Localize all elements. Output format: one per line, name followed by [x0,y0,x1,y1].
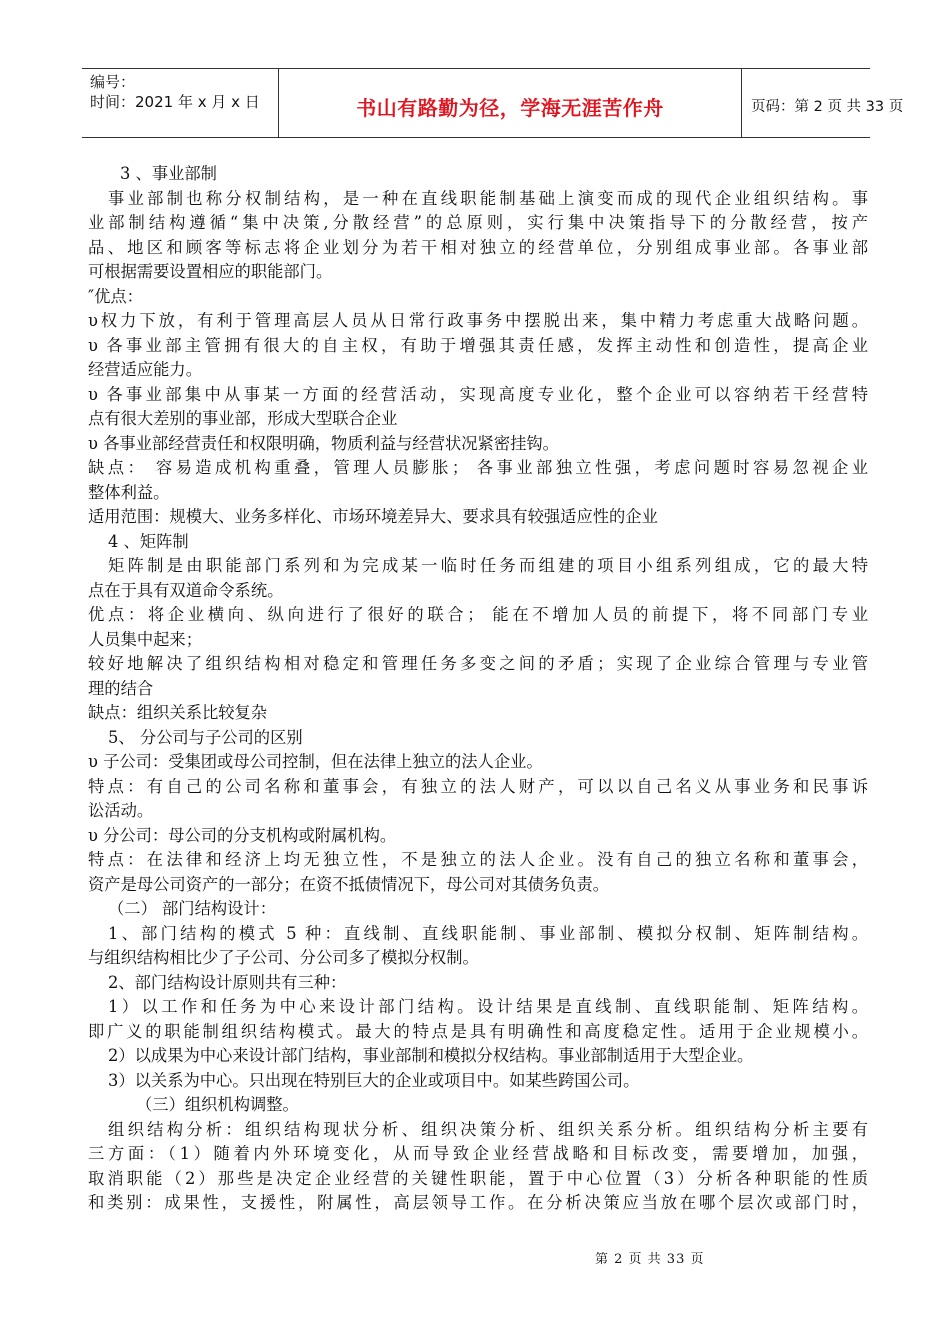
paragraph-line: 1）以工作和任务为中心来设计部门结构。设计结果是直线制、直线职能制、矩阵结构。 [108,997,868,1016]
paragraph-line: 矩阵制是由职能部门系列和为完成某一临时任务而组建的项目小组系列组成，它的最大特 [108,556,868,575]
section-heading: 3 、事业部制 [120,164,217,183]
page-footer: 第 2 页 共 33 页 [595,1252,705,1267]
paragraph-line: 缺点： 容易造成机构重叠，管理人员膨胀； 各事业部独立性强，考虑问题时容易忽视企业 [88,458,868,477]
paragraph-line: 经营适应能力。 [88,360,202,379]
page-header [82,68,904,138]
paragraph-line: 优点：将企业横向、纵向进行了很好的联合； 能在不增加人员的前提下，将不同部门专业 [88,605,868,624]
header-page-cell [741,69,904,137]
header-motto-cell [278,69,742,137]
bullet-item: υ 各事业部主管拥有很大的自主权，有助于增强其责任感，发挥主动性和创造性，提高企业 [88,335,868,355]
bullet-item: υ 子公司：受集团或母公司控制，但在法律上独立的法人企业。 [88,752,543,771]
paragraph-line: 三方面：（1）随着内外环境变化，从而导致企业经营战略和目标改变，需要增加，加强， [88,1144,868,1163]
paragraph-line: 取消职能（2）那些是决定企业经营的关键性职能，置于中心位置（3）分析各种职能的性质 [88,1168,868,1188]
section-heading: （二） 部门结构设计： [108,899,276,918]
paragraph-line: 资产是母公司资产的一部分；在资不抵债情况下，母公司对其债务负责。 [88,874,610,894]
paragraph-line: 与组织结构相比少了子公司、分公司多了模拟分权制。 [88,948,479,967]
paragraph-line: 3）以关系为中心。只出现在特别巨大的企业或项目中。如某些跨国公司。 [108,1070,640,1090]
section-heading: 4 、矩阵制 [108,531,189,551]
paragraph-line: 组织结构分析：组织结构现状分析、组织决策分析、组织关系分析。组织结构分析主要有 [108,1119,868,1139]
bullet-item: υ权力下放，有利于管理高层人员从日常行政事务中摆脱出来，集中精力考虑重大战略问题。 [88,311,868,330]
paragraph-line: 适用范围：规模大、业务多样化、市场环境差异大、要求具有较强适应性的企业 [88,507,658,526]
paragraph-line: 点有很大差别的事业部，形成大型联合企业 [88,409,398,428]
paragraph-line: 2）以成果为中心来设计部门结构，事业部制和模拟分权结构。事业部制适用于大型企业。 [108,1046,754,1065]
paragraph-line: 整体利益。 [88,482,170,502]
header-page-info: 页码：第 2 页 共 33 页 [751,99,904,115]
bullet-item: υ 各事业部集中从事某一方面的经营活动，实现高度专业化，整个企业可以容纳若干经营特 [88,384,868,404]
header-meta [82,69,278,137]
paragraph-line: 人员集中起来； [88,629,202,649]
paragraph-line: 缺点：组织关系比较复杂 [88,703,268,722]
section-heading: （三）组织机构调整。 [136,1095,299,1114]
bullet-item: υ 分公司：母公司的分支机构或附属机构。 [88,825,397,845]
paragraph-line: 1、部门结构的模式 5 种：直线制、直线职能制、事业部制、模拟分权制、矩阵制结构。 [108,923,868,943]
header-motto: 书山有路勤为径，学海无涯苦作舟 [356,96,664,120]
paragraph-line: 2、部门结构设计原则共有三种： [108,972,347,992]
paragraph-line: 理的结合 [88,678,154,698]
paragraph-line: 品、地区和顾客等标志将企业划分为若干相对独立的经营单位，分别组成事业部。各事业部 [88,237,868,257]
section-heading: 5、 分公司与子公司的区别 [108,727,303,747]
paragraph-line: 和类别：成果性，支援性，附属性，高层领导工作。在分析决策应当放在哪个层次或部门时， [88,1193,868,1212]
paragraph-line: 即广义的职能制组织结构模式。最大的特点是具有明确性和高度稳定性。适用于企业规模小。 [88,1021,868,1041]
date-label: 时间：2021 年 x 月 x 日 [90,93,260,111]
paragraph-line: 特点：有自己的公司名称和董事会，有独立的法人财产，可以以自己名义从事业务和民事诉 [88,776,868,796]
paragraph-line: 事业部制也称分权制结构，是一种在直线职能制基础上演变而成的现代企业组织结构。事 [108,188,868,208]
paragraph-line: 可根据需要设置相应的职能部门。 [88,262,333,281]
bullet-item: υ 各事业部经营责任和权限明确，物质利益与经营状况紧密挂钩。 [88,433,559,453]
paragraph-line: 讼活动。 [88,801,154,820]
paragraph-line: 特点：在法律和经济上均无独立性，不是独立的法人企业。没有自己的独立名称和董事会， [88,850,868,869]
paragraph-line: 较好地解决了组织结构相对稳定和管理任务多变之间的矛盾；实现了企业综合管理与专业管 [88,654,868,673]
document-body [88,162,868,1216]
advantages-label: ″优点： [88,286,143,306]
serial-number-label: 编号： [90,73,136,91]
paragraph-line: 点在于具有双道命令系统。 [88,580,284,600]
paragraph-line: 业部制结构遵循“集中决策,分散经营”的总原则，实行集中决策指导下的分散经营，按产 [88,213,868,232]
